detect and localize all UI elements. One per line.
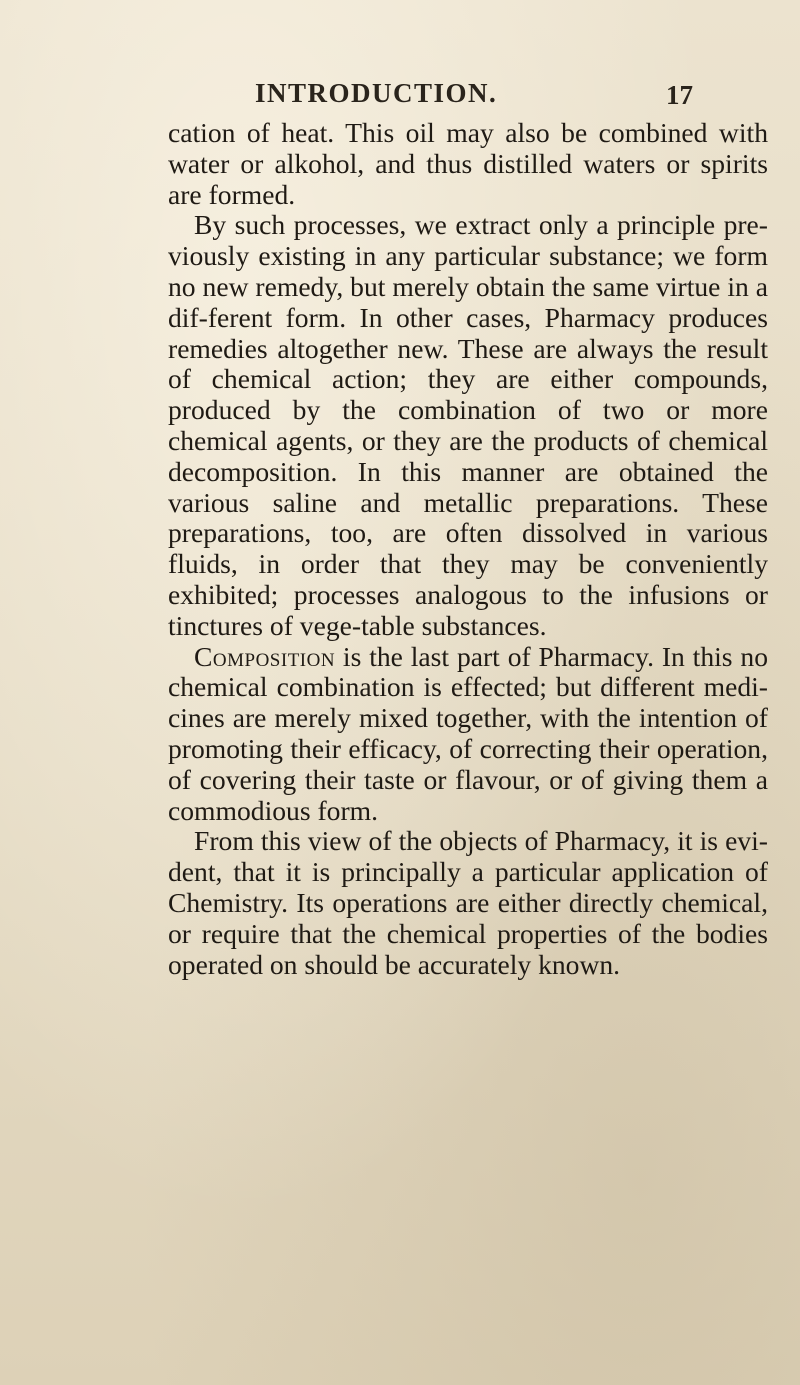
paragraph-processes: By such processes, we extract only a principle pre-viously existing in any particular substance; we form no new remedy, but merely obtain the same virtue in a dif-ferent form. In other cases, Pharmacy produces remedies altogether new. These are always the result of chemical action; they are either compounds, produced by the combination of two or more chemical agents, or they are the products of chemical decomposition. In this manner are obtained the various saline and metallic preparations. These preparations, too, are often dissolved in various fluids, in order that they may be conveniently exhibited; processes analogous to the infusions or tinctures of vege-table substances. [168, 209, 768, 641]
page-number: 17 [666, 80, 693, 110]
paragraph-continuation: cation of heat. This oil may also be combined with water or alkohol, and thus distilled waters or spirits are formed. [168, 117, 768, 210]
running-head-title: INTRODUCTION. [255, 78, 498, 108]
composition-term: Composition [194, 640, 336, 672]
paragraph-conclusion: From this view of the objects of Pharmacy, it is evi-dent, that it is principally a particular application of Chemistry. Its operations are either directly chemical, or require that the chemical properties of the bodies operated on should be accurately known. [168, 825, 768, 980]
body-text [168, 118, 768, 980]
running-head [0, 78, 800, 114]
composition-text: is the last part of Pharmacy. In this no chemical combination is effected; but different medi-cines are merely mixed together, with the intention of promoting their efficacy, of correcting their operation, of covering their taste or flavour, or of giving them a commodious form. [168, 640, 768, 826]
paragraph-composition [168, 642, 768, 827]
